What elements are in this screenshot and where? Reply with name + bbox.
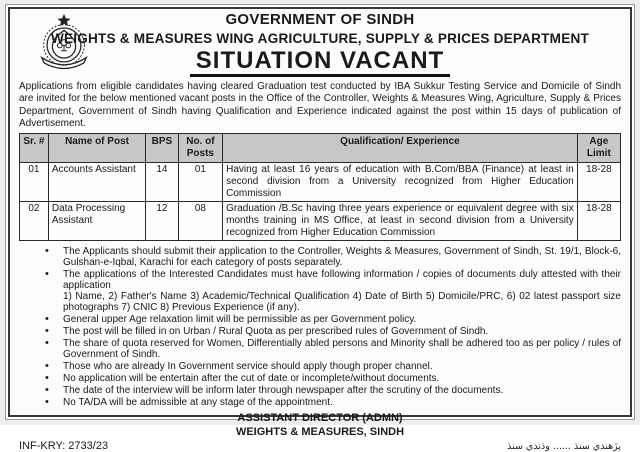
cell-sr: 01 (20, 162, 49, 201)
term-text: • No application will be entertain after the cut of date or incomplete/without documents. (63, 372, 440, 384)
signature-designation: ASSISTANT DIRECTOR (ADMN) (237, 411, 403, 424)
terms-list-item (19, 338, 621, 360)
situation-vacant-title: SITUATION VACANT (190, 49, 450, 77)
footer-row (19, 440, 621, 452)
signature-office: WEIGHTS & MEASURES, SINDH (235, 425, 405, 438)
term-text: • The Applicants should submit their application to the Controller, Weights & Measures, Government of Sindh, St. 19/1, Block-6, Gulshan-e-Iqbal, Karachi for each category of posts separately. (63, 245, 621, 268)
vacancy-table-head (20, 133, 621, 162)
column-header: BPS (146, 133, 178, 162)
column-header: No. of Posts (178, 133, 222, 162)
cell-post-name: Accounts Assistant (48, 162, 145, 201)
vacancy-table (19, 133, 621, 241)
term-sub-text: 1) Name, 2) Father's Name 3) Academic/Technical Qualification 4) Date of Birth 5) Domicile/PRC, 6) 02 latest passport size photographs 7) CNIC 8) Previous Experience (if any). (63, 290, 621, 313)
terms-list (19, 246, 621, 408)
ad-header (19, 12, 621, 77)
term-text: • General upper Age relaxation limit will be permissible as per Government policy. (63, 313, 417, 325)
term-text: • No TA/DA will be admissible at any stage of the appointment. (63, 396, 333, 408)
signature-block (19, 412, 621, 440)
terms-list-item (19, 397, 621, 408)
terms-list-item (19, 326, 621, 337)
vacancy-table-body (20, 162, 621, 240)
cell-age-limit: 18-28 (577, 201, 620, 240)
terms-list-item (19, 314, 621, 325)
terms-list-item (19, 373, 621, 384)
ad-outer-border (5, 4, 635, 452)
term-text: • The share of quota reserved for Women, Differentially abled persons and Minority shall be adhered too as per policy / rules of Government of Sindh. (63, 337, 621, 360)
ad-inner-border (8, 7, 632, 452)
intro-paragraph: Applications from eligible candidates having cleared Graduation test conducted by IBA Sukkur Testing Service and Domicile of Sindh are invited for the below mentioned vacant posts in the Office of the Controller, Weights & Measures Wing, Agriculture, Supply & Prices Department, Government of Sindh having Qualification and Experience indicated against the post within 15 days of publication of Advertisement. (19, 81, 621, 129)
ad-title-row (19, 49, 621, 77)
cell-qualification: Graduation /B.Sc having three years experience or equivalent degree with six months training in MS Office, at least in second division from a University recognized from Higher Education Commission (223, 201, 578, 240)
term-text: • The applications of the Interested Candidates must have following information / copies of documents duly attested with their application (63, 268, 621, 291)
header-row (20, 133, 621, 162)
table-row (20, 201, 621, 240)
terms-list-item (19, 269, 621, 313)
cell-post-name: Data Processing Assistant (48, 201, 145, 240)
term-text: • Those who are already In Government service should apply though proper channel. (63, 360, 433, 372)
cell-bps: 12 (146, 201, 178, 240)
terms-list-item (19, 385, 621, 396)
government-title: GOVERNMENT OF SINDH (225, 11, 415, 28)
sindh-government-emblem-icon (29, 13, 99, 80)
terms-list-item (19, 246, 621, 268)
term-text: • The post will be filled in on Urban / Rural Quota as per prescribed rules of Government of Sindh. (63, 325, 489, 337)
cell-no-of-posts: 01 (178, 162, 222, 201)
department-title: WEIGHTS & MEASURES WING AGRICULTURE, SUPPLY & PRICES DEPARTMENT (50, 30, 589, 46)
cell-qualification: Having at least 16 years of education with B.Com/BBA (Finance) at least in second division from a University recognized from Higher Education Commission (223, 162, 578, 201)
cell-no-of-posts: 08 (178, 201, 222, 240)
cell-sr: 02 (20, 201, 49, 240)
cell-bps: 14 (146, 162, 178, 201)
cell-age-limit: 18-28 (577, 162, 620, 201)
column-header: Qualification/ Experience (223, 133, 578, 162)
term-text: • The date of the interview will be inform later through newspaper after the scrutiny of the documents. (63, 384, 504, 396)
column-header: Sr. # (20, 133, 49, 162)
sindhi-slogan: پڙهندي سنڌ ...... وڌندي سنڌ (507, 441, 621, 452)
terms-list-item (19, 361, 621, 372)
column-header: Name of Post (48, 133, 145, 162)
column-header: Age Limit (577, 133, 620, 162)
table-row (20, 162, 621, 201)
advertisement-ref-number: INF-KRY: 2733/23 (19, 440, 109, 452)
